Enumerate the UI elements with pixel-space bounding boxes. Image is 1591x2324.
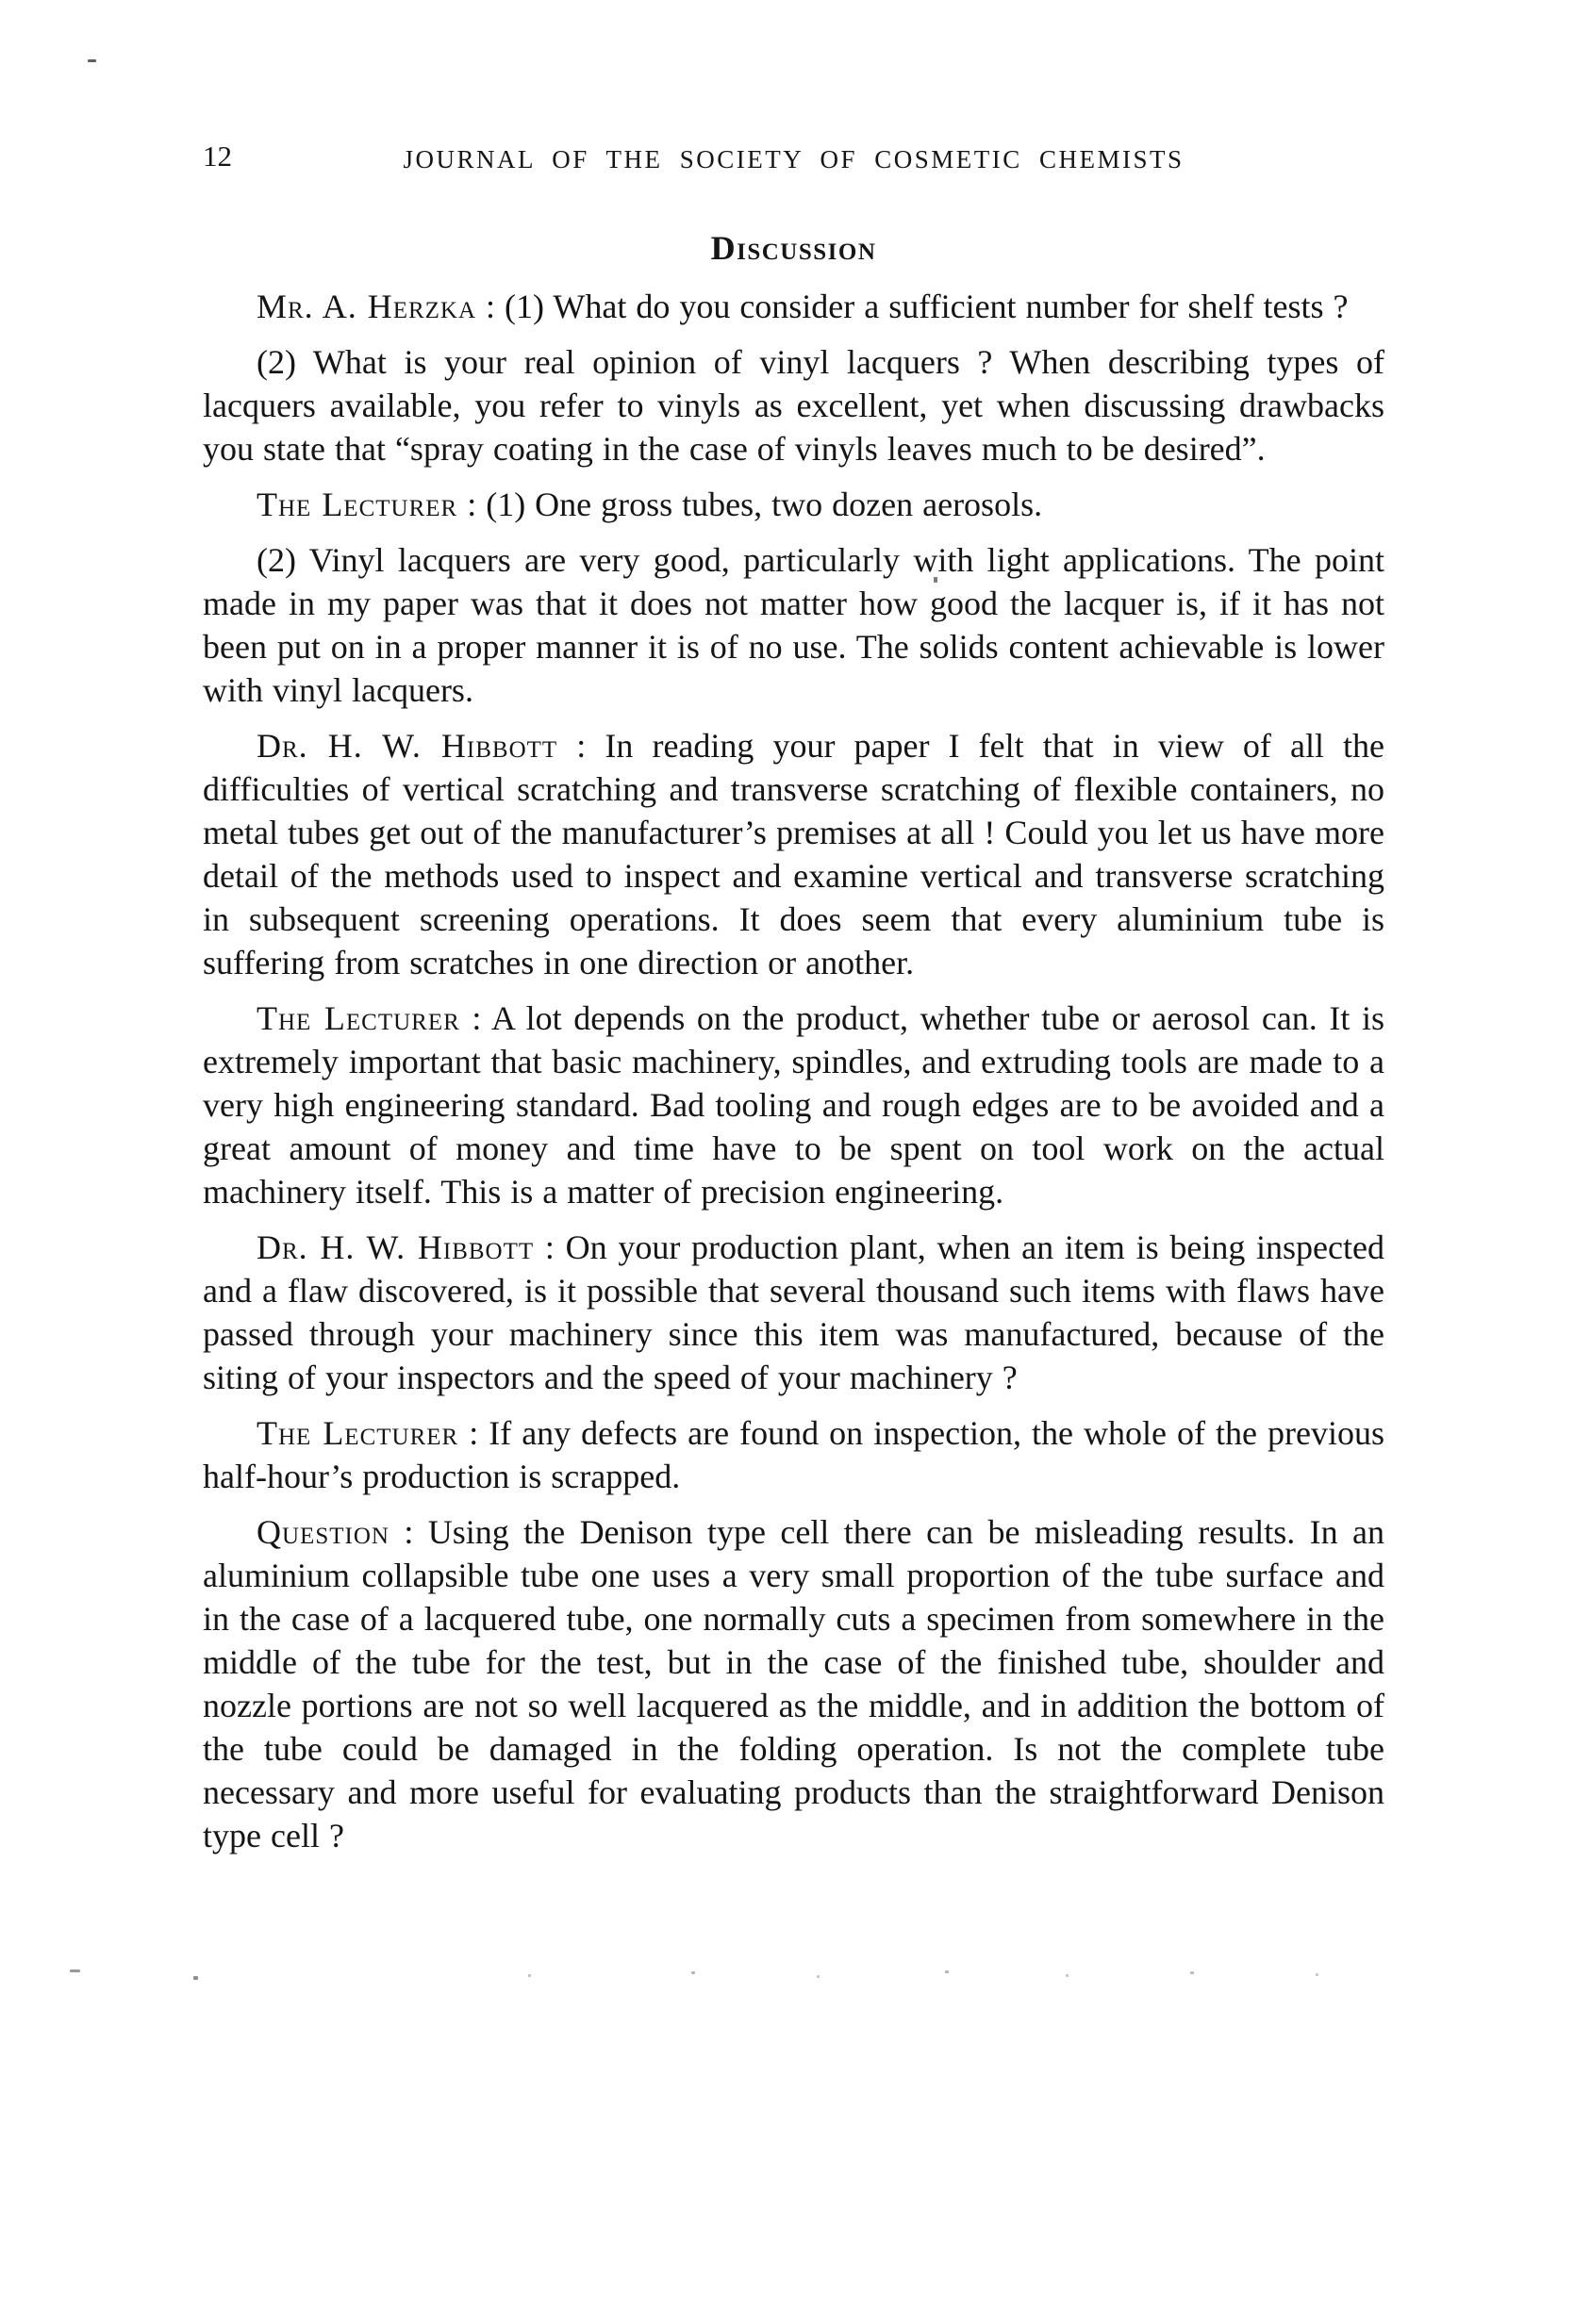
speaker-name: Dr. H. W. Hibbott: [257, 1228, 535, 1266]
journal-title: JOURNAL OF THE SOCIETY OF COSMETIC CHEMISTS: [403, 145, 1185, 173]
section-heading-discussion: Discussion: [710, 229, 877, 267]
scan-artifact: [528, 1974, 531, 1977]
speaker-name: The Lecturer: [257, 486, 458, 523]
scan-artifact: [88, 59, 96, 62]
text-column: [203, 138, 1384, 1870]
page-number: 12: [203, 140, 232, 173]
discussion-paragraph: Dr. H. W. Hibbott : On your production plant, when an item is being inspected and a flaw discovered, is it possible that several thousand such items with flaws have passed through your machinery since this item was manufactured, because of the siting of your inspectors and the speed of your machinery ?: [203, 1228, 1384, 1396]
discussion-paragraph: Mr. A. Herzka : (1) What do you consider a sufficient number for shelf tests ?: [257, 288, 1349, 325]
speaker-name: Mr. A. Herzka: [257, 288, 477, 325]
discussion-paragraph: The Lecturer : A lot depends on the product, whether tube or aerosol can. It is extremely important that basic machinery, spindles, and extruding tools are made to a very high engineering standard. Bad tooling and rough edges are to be avoided and a great amount of money and time have to be spent on tool work on the actual machinery itself. This is a matter of precision engineering.: [203, 999, 1385, 1211]
speaker-name: Dr. H. W. Hibbott: [257, 727, 558, 765]
scan-artifact: [70, 1970, 80, 1972]
scan-artifact: [1190, 1971, 1194, 1974]
discussion-body: [203, 285, 1384, 1857]
scan-artifact: [193, 1976, 198, 1980]
discussion-paragraph: The Lecturer : If any defects are found on inspection, the whole of the previous half-hour’s production is scrapped.: [203, 1414, 1384, 1495]
running-header: [203, 138, 1384, 175]
scan-artifact: [945, 1970, 949, 1973]
discussion-paragraph: (2) Vinyl lacquers are very good, particularly with light applications. The point made in my paper was that it does not matter how good the lacquer is, if it has not been put on in a proper manner it is of no use. The solids content achievable is lower with vinyl lacquers.: [203, 541, 1384, 709]
speaker-name: The Lecturer: [257, 1414, 459, 1452]
scan-artifact: [691, 1971, 695, 1974]
scan-artifact: [817, 1975, 820, 1978]
discussion-paragraph: Dr. H. W. Hibbott : In reading your paper I felt that in view of all the difficulties of vertical scratching and transverse scratching of flexible containers, no metal tubes get out of the manufacturer’s premises at all ! Could you let us have more detail of the methods used to inspect and examine vertical and transverse scratching in subsequent screening operations. It does seem that every aluminium tube is suffering from scratches in one direction or another.: [203, 727, 1385, 981]
speaker-name: Question: [257, 1513, 389, 1551]
scan-artifact: [1066, 1974, 1069, 1977]
discussion-paragraph: Question : Using the Denison type cell there can be misleading results. In an aluminium collapsible tube one uses a very small proportion of the tube surface and in the case of a lacquered tube, one normally cuts a specimen from somewhere in the middle of the tube for the test, but in the case of the finished tube, shoulder and nozzle portions are not so well lacquered as the middle, and in addition the bottom of the tube could be damaged in the folding operation. Is not the complete tube necessary and more useful for evaluating products than the straightforward Denison type cell ?: [203, 1513, 1384, 1854]
speaker-name: The Lecturer: [257, 999, 460, 1037]
scan-artifact: [1316, 1973, 1318, 1976]
discussion-paragraph: (2) What is your real opinion of vinyl lacquers ? When describing types of lacquers available, you refer to vinyls as excellent, yet when discussing drawbacks you state that “spray coating in the case of vinyls leaves much to be desired”.: [203, 343, 1384, 468]
discussion-paragraph: The Lecturer : (1) One gross tubes, two dozen aerosols.: [257, 486, 1043, 523]
